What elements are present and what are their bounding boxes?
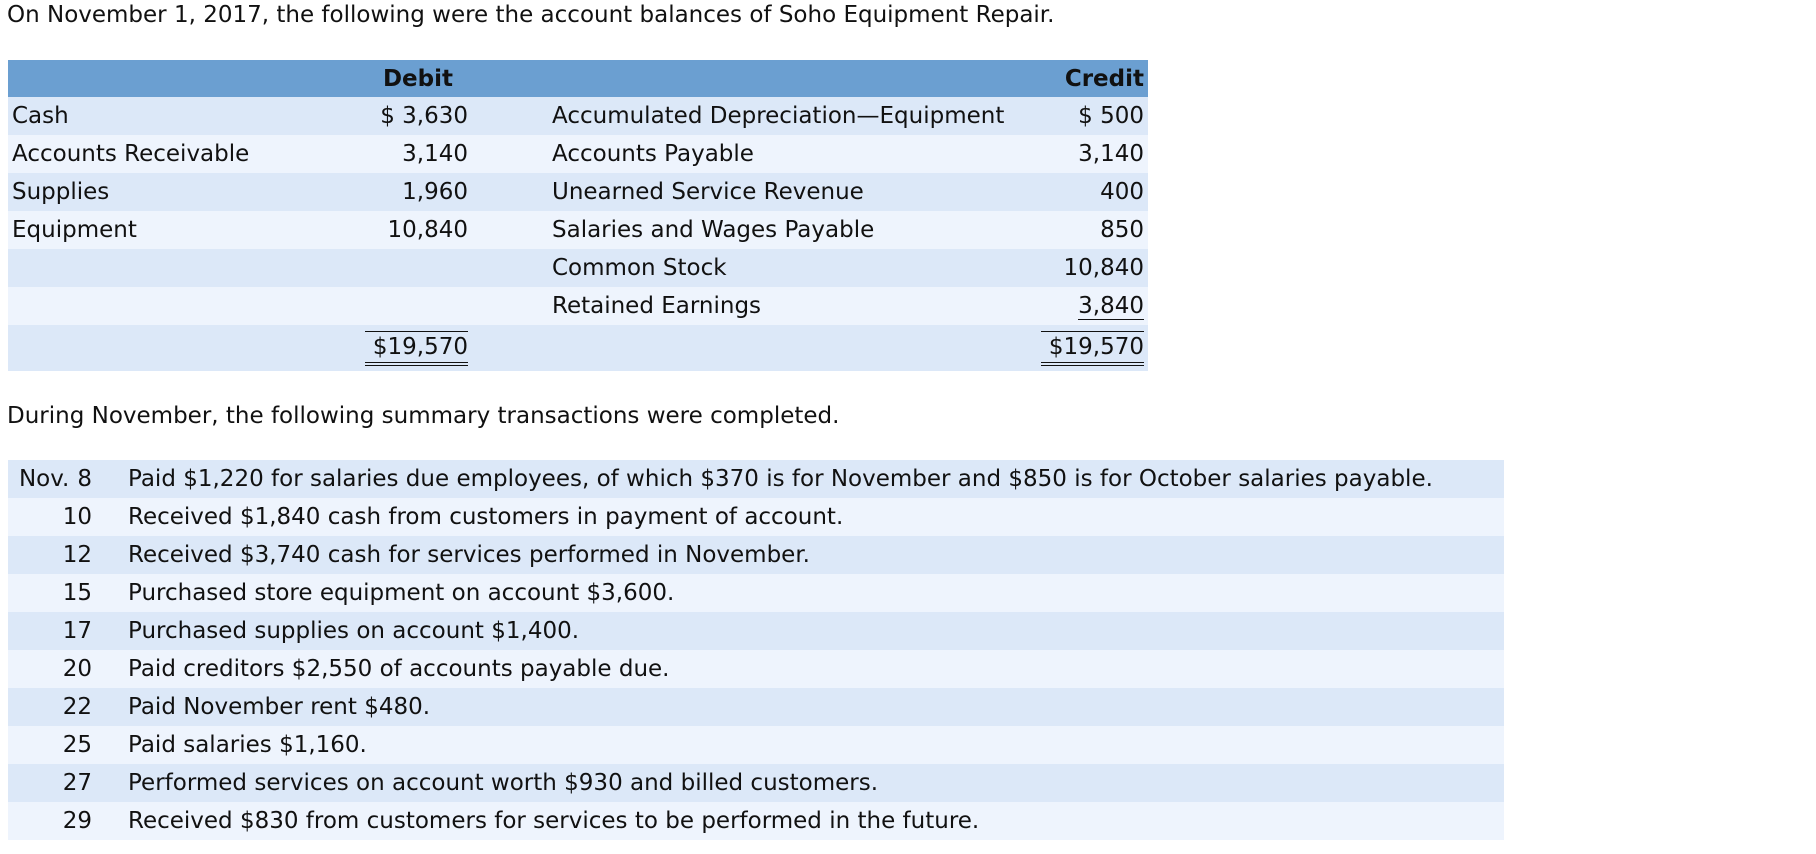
credit-account: Accounts Payable <box>548 135 1026 173</box>
transaction-description: Received $1,840 cash from customers in payment of account. <box>128 498 1504 536</box>
transaction-description: Performed services on account worth $930 and billed customers. <box>128 764 1504 802</box>
credit-account: Unearned Service Revenue <box>548 173 1026 211</box>
credit-account: Accumulated Depreciation—Equipment <box>548 97 1026 135</box>
debit-account: Accounts Receivable <box>8 135 302 173</box>
balance-row <box>8 97 1148 135</box>
credit-amount: 10,840 <box>1026 249 1148 287</box>
credit-account: Common Stock <box>548 249 1026 287</box>
transaction-row <box>8 650 1504 688</box>
header-credit: Credit <box>1026 60 1148 97</box>
intro-text: On November 1, 2017, the following were the account balances of Soho Equipment Repair. <box>7 2 1055 28</box>
transaction-date <box>8 460 128 498</box>
credit-total: $19,570 <box>1041 331 1144 366</box>
balance-row <box>8 249 1148 287</box>
transactions-intro-text: During November, the following summary transactions were completed. <box>7 403 840 429</box>
transaction-day: 27 <box>8 764 128 802</box>
transaction-row <box>8 460 1504 498</box>
credit-amount: 400 <box>1026 173 1148 211</box>
credit-amount <box>1026 287 1148 325</box>
transaction-day: 22 <box>8 688 128 726</box>
transaction-row <box>8 498 1504 536</box>
debit-amount: 10,840 <box>302 211 474 249</box>
transaction-description: Purchased store equipment on account $3,600. <box>128 574 1504 612</box>
credit-account: Salaries and Wages Payable <box>548 211 1026 249</box>
transaction-day: 25 <box>8 726 128 764</box>
credit-amount-last: 3,840 <box>1078 292 1144 319</box>
transaction-day: 8 <box>77 466 92 492</box>
debit-account <box>8 249 302 287</box>
transaction-day: 29 <box>8 802 128 840</box>
credit-amount: $ 500 <box>1026 97 1148 135</box>
debit-amount: $ 3,630 <box>302 97 474 135</box>
debit-amount: 1,960 <box>302 173 474 211</box>
debit-account <box>8 287 302 325</box>
header-spacer <box>474 60 548 97</box>
transaction-row <box>8 574 1504 612</box>
transaction-day: 20 <box>8 650 128 688</box>
transaction-description: Purchased supplies on account $1,400. <box>128 612 1504 650</box>
credit-account: Retained Earnings <box>548 287 1026 325</box>
debit-account: Cash <box>8 97 302 135</box>
header-debit: Debit <box>302 60 474 97</box>
transaction-row <box>8 536 1504 574</box>
transactions-table <box>8 460 1504 840</box>
account-balances-table <box>8 60 1148 371</box>
balance-total-row <box>8 325 1148 371</box>
balance-row <box>8 287 1148 325</box>
transaction-day: 15 <box>8 574 128 612</box>
balance-row <box>8 211 1148 249</box>
transaction-description: Paid salaries $1,160. <box>128 726 1504 764</box>
credit-total-cell <box>1026 325 1148 371</box>
debit-amount <box>302 249 474 287</box>
transaction-month: Nov. <box>18 466 70 492</box>
debit-total-cell <box>302 325 474 371</box>
balance-row <box>8 135 1148 173</box>
transaction-day: 17 <box>8 612 128 650</box>
transaction-row <box>8 688 1504 726</box>
transaction-description: Paid $1,220 for salaries due employees, of which $370 is for November and $850 is for October salaries payable. <box>128 460 1504 498</box>
transaction-description: Received $830 from customers for services to be performed in the future. <box>128 802 1504 840</box>
debit-total: $19,570 <box>365 331 468 366</box>
transaction-row <box>8 802 1504 840</box>
transaction-description: Received $3,740 cash for services performed in November. <box>128 536 1504 574</box>
transaction-description: Paid creditors $2,550 of accounts payable due. <box>128 650 1504 688</box>
credit-amount: 3,140 <box>1026 135 1148 173</box>
credit-amount: 850 <box>1026 211 1148 249</box>
transaction-row <box>8 764 1504 802</box>
debit-amount <box>302 287 474 325</box>
header-blank-2 <box>548 60 1026 97</box>
transaction-row <box>8 726 1504 764</box>
transaction-row <box>8 612 1504 650</box>
header-blank <box>8 60 302 97</box>
debit-amount: 3,140 <box>302 135 474 173</box>
balances-header-row <box>8 60 1148 97</box>
debit-account: Equipment <box>8 211 302 249</box>
debit-account: Supplies <box>8 173 302 211</box>
transaction-day: 10 <box>8 498 128 536</box>
transaction-day: 12 <box>8 536 128 574</box>
transaction-description: Paid November rent $480. <box>128 688 1504 726</box>
balance-row <box>8 173 1148 211</box>
